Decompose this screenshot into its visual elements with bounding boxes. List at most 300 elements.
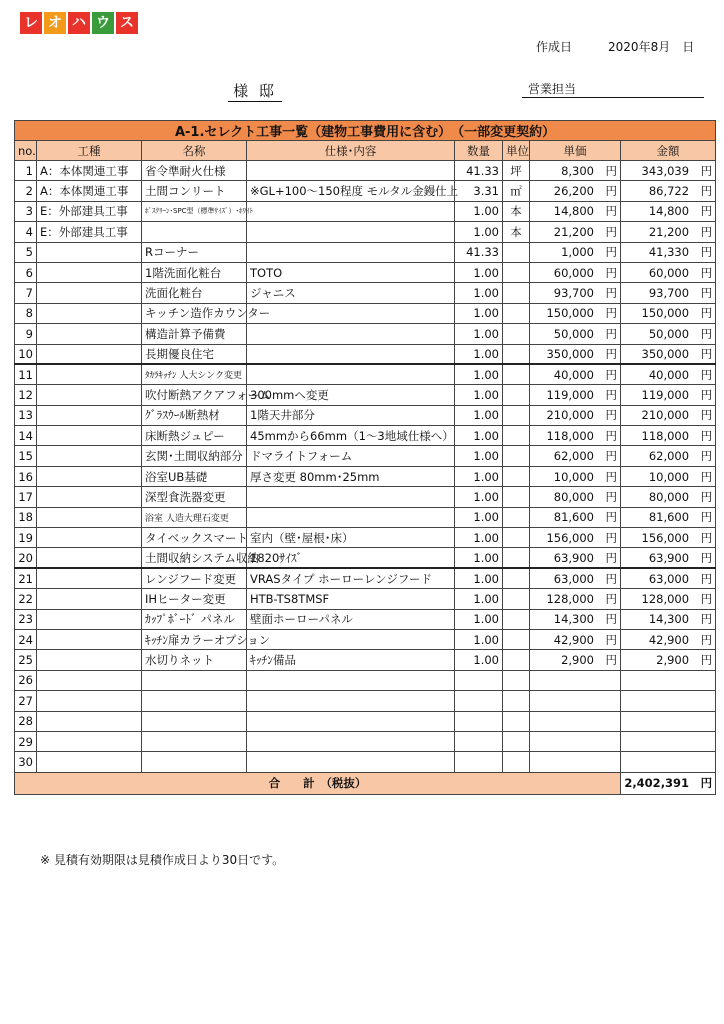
row-no: 13 bbox=[15, 405, 37, 425]
row-amount-yen: 円 bbox=[700, 265, 713, 280]
row-name: ｶｯﾌﾟﾎﾞｰﾄﾞ パネル bbox=[142, 609, 247, 629]
row-qty: 1.00 bbox=[455, 466, 503, 486]
row-qty bbox=[455, 731, 503, 751]
row-amount-value: 81,600 bbox=[648, 510, 690, 525]
table-row bbox=[15, 405, 716, 425]
row-amount-yen: 円 bbox=[700, 163, 713, 178]
row-amount-value: 156,000 bbox=[641, 530, 690, 545]
row-amount-yen: 円 bbox=[700, 469, 713, 484]
row-price bbox=[530, 426, 621, 446]
row-spec bbox=[247, 670, 455, 690]
row-amount-yen: 円 bbox=[700, 306, 713, 321]
row-spec: TOTO bbox=[247, 262, 455, 282]
row-price-value: 40,000 bbox=[553, 367, 594, 382]
table-title: A-1.セレクト工事一覧（建物工事費用に含む） （一部変更契約） bbox=[15, 121, 716, 141]
row-price bbox=[530, 283, 621, 303]
row-name: ｸﾞﾗｽｳｰﾙ断熱材 bbox=[142, 405, 247, 425]
row-price-yen: 円 bbox=[605, 245, 617, 260]
row-unit bbox=[503, 446, 530, 466]
row-price-yen: 円 bbox=[605, 550, 617, 565]
row-kind bbox=[37, 446, 142, 466]
row-unit bbox=[503, 303, 530, 323]
row-price-value: 93,700 bbox=[553, 286, 594, 301]
row-amount bbox=[621, 446, 716, 466]
row-amount-yen: 円 bbox=[700, 653, 713, 668]
logo-char: ウ bbox=[92, 12, 114, 34]
row-qty: 3.31 bbox=[455, 181, 503, 201]
row-price bbox=[530, 691, 621, 711]
row-price bbox=[530, 161, 621, 181]
table-row bbox=[15, 324, 716, 344]
total-amount bbox=[621, 772, 716, 794]
row-no: 22 bbox=[15, 589, 37, 609]
col-name: 名称 bbox=[142, 141, 247, 161]
row-unit bbox=[503, 650, 530, 670]
company-logo bbox=[20, 12, 138, 34]
row-spec bbox=[247, 303, 455, 323]
col-spec: 仕様･内容 bbox=[247, 141, 455, 161]
row-price-yen: 円 bbox=[605, 326, 617, 341]
sales-rep-label: 営業担当 bbox=[522, 80, 704, 98]
total-row bbox=[15, 772, 716, 794]
row-name: 玄関･土間収納部分 bbox=[142, 446, 247, 466]
row-qty bbox=[455, 711, 503, 731]
row-qty: 1.00 bbox=[455, 426, 503, 446]
row-unit: 坪 bbox=[503, 161, 530, 181]
row-price bbox=[530, 181, 621, 201]
row-no: 5 bbox=[15, 242, 37, 262]
row-amount bbox=[621, 303, 716, 323]
row-price-value: 42,900 bbox=[553, 632, 594, 647]
row-amount bbox=[621, 426, 716, 446]
row-name: 長期優良住宅 bbox=[142, 344, 247, 364]
row-no: 30 bbox=[15, 752, 37, 772]
row-name: 構造計算予備費 bbox=[142, 324, 247, 344]
row-price-value: 21,200 bbox=[553, 224, 594, 239]
row-spec bbox=[247, 222, 455, 242]
row-amount-value: 80,000 bbox=[648, 489, 690, 504]
row-spec bbox=[247, 752, 455, 772]
row-price bbox=[530, 670, 621, 690]
row-price-yen: 円 bbox=[605, 346, 617, 361]
row-price-value: 60,000 bbox=[553, 265, 594, 280]
row-amount-yen: 円 bbox=[700, 367, 713, 382]
row-spec bbox=[247, 201, 455, 221]
row-price-value: 62,000 bbox=[553, 449, 594, 464]
row-price bbox=[530, 731, 621, 751]
row-price-value: 50,000 bbox=[553, 326, 594, 341]
row-no: 11 bbox=[15, 364, 37, 384]
row-name: 水切りネット bbox=[142, 650, 247, 670]
row-price-value: 1,000 bbox=[561, 245, 594, 260]
row-price-value: 128,000 bbox=[546, 591, 594, 606]
row-price bbox=[530, 324, 621, 344]
row-spec bbox=[247, 324, 455, 344]
row-no: 6 bbox=[15, 262, 37, 282]
row-kind bbox=[37, 691, 142, 711]
row-price bbox=[530, 303, 621, 323]
row-unit bbox=[503, 629, 530, 649]
row-amount bbox=[621, 528, 716, 548]
table-row bbox=[15, 507, 716, 527]
row-amount bbox=[621, 405, 716, 425]
row-amount bbox=[621, 201, 716, 221]
row-amount-yen: 円 bbox=[700, 530, 713, 545]
row-qty: 1.00 bbox=[455, 568, 503, 588]
row-amount-value: 63,000 bbox=[648, 571, 690, 586]
row-price bbox=[530, 405, 621, 425]
row-spec: ジャニス bbox=[247, 283, 455, 303]
col-amount: 金額 bbox=[621, 141, 716, 161]
logo-char: レ bbox=[20, 12, 42, 34]
row-qty: 1.00 bbox=[455, 487, 503, 507]
row-spec bbox=[247, 629, 455, 649]
row-spec bbox=[247, 711, 455, 731]
row-price bbox=[530, 446, 621, 466]
row-unit bbox=[503, 670, 530, 690]
row-amount bbox=[621, 324, 716, 344]
row-price-yen: 円 bbox=[605, 387, 617, 402]
row-amount-yen: 円 bbox=[700, 632, 713, 647]
row-qty: 1.00 bbox=[455, 364, 503, 384]
row-spec: 壁面ホーローパネル bbox=[247, 609, 455, 629]
row-amount bbox=[621, 181, 716, 201]
table-row bbox=[15, 609, 716, 629]
row-no: 7 bbox=[15, 283, 37, 303]
row-amount bbox=[621, 609, 716, 629]
row-price-value: 80,000 bbox=[553, 489, 594, 504]
row-no: 19 bbox=[15, 528, 37, 548]
row-amount bbox=[621, 283, 716, 303]
row-price-yen: 円 bbox=[605, 286, 617, 301]
row-price-value: 2,900 bbox=[561, 653, 594, 668]
row-spec: 室内（壁･屋根･床） bbox=[247, 528, 455, 548]
row-unit bbox=[503, 731, 530, 751]
row-kind bbox=[37, 303, 142, 323]
row-kind bbox=[37, 242, 142, 262]
table-row bbox=[15, 568, 716, 588]
row-price-value: 63,000 bbox=[553, 571, 594, 586]
row-unit bbox=[503, 711, 530, 731]
row-amount bbox=[621, 222, 716, 242]
row-amount-yen: 円 bbox=[700, 204, 713, 219]
row-spec bbox=[247, 731, 455, 751]
row-unit bbox=[503, 242, 530, 262]
row-no: 15 bbox=[15, 446, 37, 466]
row-kind bbox=[37, 426, 142, 446]
row-spec: 300mmへ変更 bbox=[247, 385, 455, 405]
table-row bbox=[15, 528, 716, 548]
table-row bbox=[15, 161, 716, 181]
row-no: 20 bbox=[15, 548, 37, 568]
row-unit bbox=[503, 507, 530, 527]
row-price bbox=[530, 548, 621, 568]
validity-note: ※ 見積有効期限は見積作成日より30日です。 bbox=[40, 853, 285, 867]
row-unit bbox=[503, 487, 530, 507]
row-amount-yen: 円 bbox=[700, 184, 713, 199]
row-kind: E：外部建具工事 bbox=[37, 201, 142, 221]
row-amount-yen: 円 bbox=[700, 224, 713, 239]
row-qty: 1.00 bbox=[455, 262, 503, 282]
row-no: 9 bbox=[15, 324, 37, 344]
col-qty: 数量 bbox=[455, 141, 503, 161]
row-amount bbox=[621, 650, 716, 670]
table-row bbox=[15, 731, 716, 751]
row-spec: VRASタイプ ホーローレンジフード bbox=[247, 568, 455, 588]
row-price-yen: 円 bbox=[605, 632, 617, 647]
row-kind bbox=[37, 364, 142, 384]
row-price bbox=[530, 262, 621, 282]
row-kind bbox=[37, 670, 142, 690]
table-row bbox=[15, 385, 716, 405]
row-price bbox=[530, 528, 621, 548]
row-price bbox=[530, 609, 621, 629]
row-price bbox=[530, 466, 621, 486]
row-unit bbox=[503, 324, 530, 344]
row-no: 25 bbox=[15, 650, 37, 670]
table-row bbox=[15, 364, 716, 384]
row-amount-value: 63,900 bbox=[648, 550, 690, 565]
row-kind: A：本体関連工事 bbox=[37, 161, 142, 181]
row-kind: E：外部建具工事 bbox=[37, 222, 142, 242]
row-spec: ドマライトフォーム bbox=[247, 446, 455, 466]
row-price-yen: 円 bbox=[605, 184, 617, 199]
row-qty: 1.00 bbox=[455, 405, 503, 425]
row-name: Rコーナー bbox=[142, 242, 247, 262]
total-label: 合 計 （税抜） bbox=[15, 772, 621, 794]
row-kind bbox=[37, 752, 142, 772]
table-row bbox=[15, 181, 716, 201]
row-no: 3 bbox=[15, 201, 37, 221]
row-kind bbox=[37, 262, 142, 282]
row-price-yen: 円 bbox=[605, 163, 617, 178]
table-row bbox=[15, 752, 716, 772]
table-row bbox=[15, 303, 716, 323]
row-price-yen: 円 bbox=[605, 224, 617, 239]
row-price bbox=[530, 201, 621, 221]
row-price-yen: 円 bbox=[605, 653, 617, 668]
table-row bbox=[15, 589, 716, 609]
row-amount bbox=[621, 262, 716, 282]
row-price bbox=[530, 589, 621, 609]
table-row bbox=[15, 487, 716, 507]
row-name bbox=[142, 752, 247, 772]
row-unit bbox=[503, 385, 530, 405]
row-amount-value: 343,039 bbox=[641, 163, 690, 178]
row-amount-value: 21,200 bbox=[648, 224, 690, 239]
row-name: 床断熱ジュピー bbox=[142, 426, 247, 446]
row-amount-yen: 円 bbox=[700, 510, 713, 525]
row-kind bbox=[37, 405, 142, 425]
row-amount-yen: 円 bbox=[700, 326, 713, 341]
table-row bbox=[15, 201, 716, 221]
row-amount-yen: 円 bbox=[700, 286, 713, 301]
row-amount-yen: 円 bbox=[700, 571, 713, 586]
row-price-value: 118,000 bbox=[546, 428, 594, 443]
row-qty bbox=[455, 752, 503, 772]
row-price bbox=[530, 364, 621, 384]
row-name bbox=[142, 731, 247, 751]
row-no: 16 bbox=[15, 466, 37, 486]
row-spec: 1階天井部分 bbox=[247, 405, 455, 425]
row-unit: ㎡ bbox=[503, 181, 530, 201]
row-unit bbox=[503, 283, 530, 303]
row-price-value: 350,000 bbox=[546, 346, 594, 361]
table-row bbox=[15, 242, 716, 262]
table-row bbox=[15, 670, 716, 690]
table-row bbox=[15, 222, 716, 242]
row-qty: 1.00 bbox=[455, 283, 503, 303]
row-kind bbox=[37, 589, 142, 609]
row-no: 24 bbox=[15, 629, 37, 649]
row-amount bbox=[621, 466, 716, 486]
row-kind bbox=[37, 711, 142, 731]
row-unit bbox=[503, 262, 530, 282]
row-amount-value: 10,000 bbox=[648, 469, 690, 484]
row-amount bbox=[621, 589, 716, 609]
row-amount-value: 119,000 bbox=[641, 387, 690, 402]
row-unit bbox=[503, 548, 530, 568]
row-name: 1階洗面化粧台 bbox=[142, 262, 247, 282]
row-amount-value: 86,722 bbox=[648, 184, 690, 199]
row-amount-value: 93,700 bbox=[648, 286, 690, 301]
row-qty: 1.00 bbox=[455, 650, 503, 670]
col-no: no. bbox=[15, 141, 37, 161]
row-spec bbox=[247, 364, 455, 384]
row-qty: 1.00 bbox=[455, 507, 503, 527]
row-amount-value: 41,330 bbox=[648, 245, 690, 260]
row-spec: 1820ｻｲｽﾞ bbox=[247, 548, 455, 568]
row-amount-value: 210,000 bbox=[641, 408, 690, 423]
row-price-value: 8,300 bbox=[561, 163, 594, 178]
row-amount bbox=[621, 691, 716, 711]
row-price bbox=[530, 385, 621, 405]
row-price-yen: 円 bbox=[605, 367, 617, 382]
row-no: 10 bbox=[15, 344, 37, 364]
row-qty: 1.00 bbox=[455, 324, 503, 344]
row-spec bbox=[247, 161, 455, 181]
table-row bbox=[15, 344, 716, 364]
row-name: IHヒーター変更 bbox=[142, 589, 247, 609]
row-amount bbox=[621, 670, 716, 690]
row-qty: 1.00 bbox=[455, 201, 503, 221]
row-unit bbox=[503, 466, 530, 486]
total-value: 2,402,391 bbox=[624, 776, 690, 791]
row-kind bbox=[37, 487, 142, 507]
row-kind bbox=[37, 466, 142, 486]
created-label: 作成日 bbox=[536, 40, 573, 54]
row-amount-value: 128,000 bbox=[641, 591, 690, 606]
row-unit bbox=[503, 752, 530, 772]
row-no: 27 bbox=[15, 691, 37, 711]
row-kind bbox=[37, 385, 142, 405]
row-price bbox=[530, 507, 621, 527]
row-amount-yen: 円 bbox=[700, 408, 713, 423]
row-name: 土間コンリート bbox=[142, 181, 247, 201]
row-kind bbox=[37, 568, 142, 588]
total-yen: 円 bbox=[700, 776, 713, 791]
row-price-yen: 円 bbox=[605, 591, 617, 606]
created-value: 2020年8月 日 bbox=[608, 40, 695, 54]
row-spec: 45mmから66mm（1～3地域仕様へ） bbox=[247, 426, 455, 446]
row-spec: 厚さ変更 80mm･25mm bbox=[247, 466, 455, 486]
col-kind: 工種 bbox=[37, 141, 142, 161]
row-amount bbox=[621, 629, 716, 649]
row-no: 23 bbox=[15, 609, 37, 629]
row-name: 吹付断熱アクアフォーム bbox=[142, 385, 247, 405]
row-no: 29 bbox=[15, 731, 37, 751]
header-row bbox=[15, 141, 716, 161]
row-no: 17 bbox=[15, 487, 37, 507]
row-amount-value: 42,900 bbox=[648, 632, 690, 647]
table-row bbox=[15, 711, 716, 731]
row-qty bbox=[455, 691, 503, 711]
row-no: 1 bbox=[15, 161, 37, 181]
row-price-yen: 円 bbox=[605, 204, 617, 219]
row-price-yen: 円 bbox=[605, 612, 617, 627]
row-name: 深型食洗器変更 bbox=[142, 487, 247, 507]
row-kind bbox=[37, 528, 142, 548]
row-price-yen: 円 bbox=[605, 469, 617, 484]
col-unit: 単位 bbox=[503, 141, 530, 161]
row-amount-yen: 円 bbox=[700, 612, 713, 627]
row-amount-value: 60,000 bbox=[648, 265, 690, 280]
row-qty: 1.00 bbox=[455, 589, 503, 609]
row-price-yen: 円 bbox=[605, 489, 617, 504]
row-amount bbox=[621, 344, 716, 364]
row-price bbox=[530, 752, 621, 772]
row-kind bbox=[37, 548, 142, 568]
row-spec: HTB-TS8TMSF bbox=[247, 589, 455, 609]
row-amount-yen: 円 bbox=[700, 245, 713, 260]
row-name: 浴室UB基礎 bbox=[142, 466, 247, 486]
row-qty: 1.00 bbox=[455, 609, 503, 629]
row-kind bbox=[37, 507, 142, 527]
row-spec: ｷｯﾁﾝ備品 bbox=[247, 650, 455, 670]
row-qty: 1.00 bbox=[455, 446, 503, 466]
row-price-yen: 円 bbox=[605, 408, 617, 423]
row-amount-value: 14,300 bbox=[648, 612, 690, 627]
row-kind bbox=[37, 629, 142, 649]
row-no: 14 bbox=[15, 426, 37, 446]
estimate-table bbox=[14, 120, 716, 795]
row-price-yen: 円 bbox=[605, 449, 617, 464]
row-no: 18 bbox=[15, 507, 37, 527]
row-qty: 1.00 bbox=[455, 344, 503, 364]
row-spec bbox=[247, 691, 455, 711]
table-row bbox=[15, 262, 716, 282]
row-no: 4 bbox=[15, 222, 37, 242]
row-price-yen: 円 bbox=[605, 306, 617, 321]
row-price-value: 14,300 bbox=[553, 612, 594, 627]
row-amount-value: 40,000 bbox=[648, 367, 690, 382]
row-name bbox=[142, 670, 247, 690]
row-qty: 1.00 bbox=[455, 385, 503, 405]
row-amount-value: 118,000 bbox=[641, 428, 690, 443]
logo-char: ハ bbox=[68, 12, 90, 34]
table-row bbox=[15, 446, 716, 466]
row-amount-value: 150,000 bbox=[641, 306, 690, 321]
row-amount-yen: 円 bbox=[700, 428, 713, 443]
row-amount bbox=[621, 731, 716, 751]
row-name: 浴室 人造大理石変更 bbox=[142, 507, 247, 527]
row-unit bbox=[503, 528, 530, 548]
col-price: 単価 bbox=[530, 141, 621, 161]
row-amount-yen: 円 bbox=[700, 387, 713, 402]
row-amount bbox=[621, 385, 716, 405]
row-price-yen: 円 bbox=[605, 265, 617, 280]
row-unit: 本 bbox=[503, 201, 530, 221]
